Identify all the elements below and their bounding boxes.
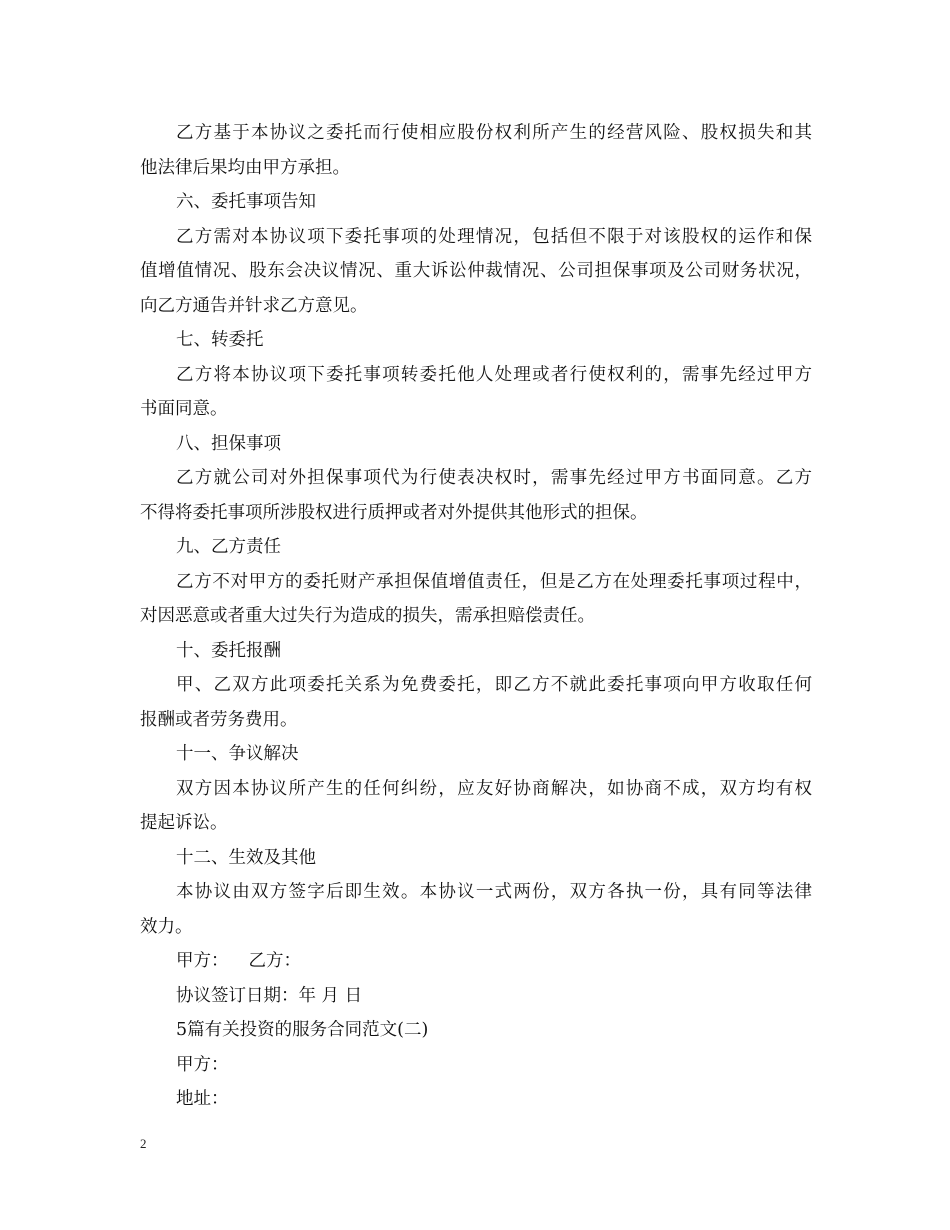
paragraph-line: 乙方就公司对外担保事项代为行使表决权时，需事先经过甲方书面同意。乙方 (176, 468, 812, 488)
signature-line (140, 944, 812, 979)
section-heading: 十、委托报酬 (176, 640, 281, 661)
paragraph-line: 提起诉讼。 (140, 813, 228, 833)
paragraph-line: 效力。 (140, 916, 193, 937)
paragraph-line: 乙方需对本协议项下委托事项的处理情况，包括但不限于对该股权的运作和保 (176, 226, 812, 247)
page-number: 2 (140, 1136, 147, 1151)
next-party-a-label: 甲方： (176, 1054, 229, 1075)
paragraph-line: 报酬或者劳务费用。 (140, 709, 298, 730)
paragraph-line: 乙方将本协议项下委托事项转委托他人处理或者行使权利的，需事先经过甲方 (176, 364, 812, 385)
paragraph-line: 值增值情况、股东会决议情况、重大诉讼仲裁情况、公司担保事项及公司财务状况， (140, 261, 812, 281)
party-b-label: 乙方： (248, 951, 301, 971)
document-body (140, 116, 812, 1117)
section-heading: 八、担保事项 (176, 433, 281, 454)
paragraph-line: 乙方不对甲方的委托财产承担保值增值责任，但是乙方在处理委托事项过程中， (176, 571, 812, 592)
section-heading: 十二、生效及其他 (176, 847, 316, 868)
paragraph-line: 本协议由双方签字后即生效。本协议一式两份，双方各执一份，具有同等法律 (176, 882, 812, 902)
section-heading: 九、乙方责任 (176, 537, 281, 557)
paragraph-line: 双方因本协议所产生的任何纠纷，应友好协商解决，如协商不成，双方均有权 (176, 778, 812, 799)
paragraph-line: 向乙方通告并针求乙方意见。 (140, 295, 368, 316)
next-address-label: 地址： (176, 1089, 229, 1109)
paragraph-line: 不得将委托事项所涉股权进行质押或者对外提供其他形式的担保。 (140, 502, 648, 523)
paragraph-line: 书面同意。 (140, 399, 228, 419)
signing-date-line: 协议签订日期：年 月 日 (176, 985, 363, 1006)
next-contract-title: 5篇有关投资的服务合同范文(二) (176, 1020, 429, 1040)
section-heading: 十一、争议解决 (176, 744, 299, 764)
paragraph-line: 他法律后果均由甲方承担。 (140, 157, 350, 178)
paragraph-line: 对因恶意或者重大过失行为造成的损失，需承担赔偿责任。 (140, 606, 595, 626)
section-heading: 七、转委托 (176, 330, 264, 350)
section-heading: 六、委托事项告知 (176, 192, 316, 212)
party-a-label: 甲方： (176, 951, 229, 971)
paragraph-line: 乙方基于本协议之委托而行使相应股份权利所产生的经营风险、股权损失和其 (176, 123, 812, 143)
paragraph-line: 甲、乙双方此项委托关系为免费委托，即乙方不就此委托事项向甲方收取任何 (176, 675, 812, 695)
